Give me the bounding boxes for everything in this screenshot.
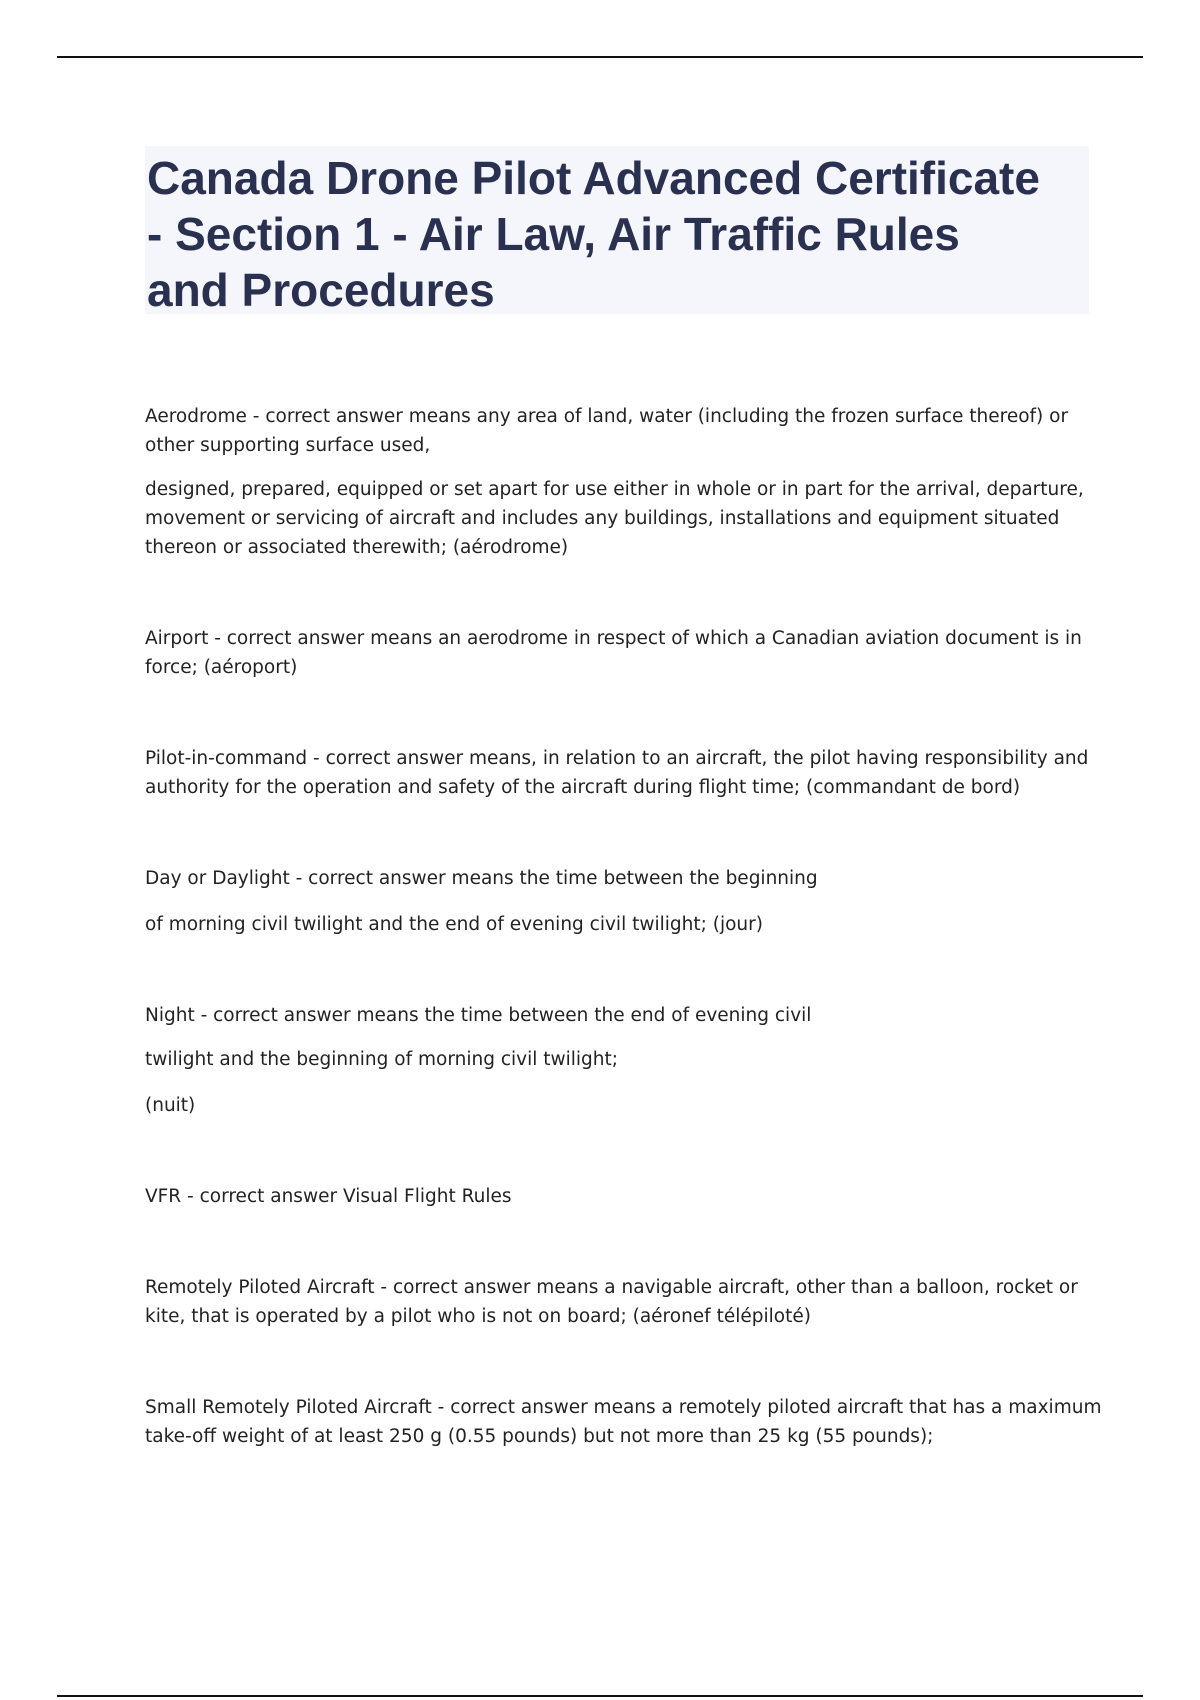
title-line: and Procedures: [147, 264, 495, 316]
entry-line: of morning civil twilight and the end of evening civil twilight; (jour): [145, 914, 763, 935]
entry-line: VFR - correct answer Visual Flight Rules: [145, 1186, 512, 1207]
entry-line: (nuit): [145, 1095, 196, 1116]
entry-aerodrome: [145, 402, 1085, 460]
entry-line: Night - correct answer means the time between the end of evening civil: [145, 1005, 812, 1026]
title-line: Canada Drone Pilot Advanced Certificate: [147, 152, 1040, 204]
entry-line: kite, that is operated by a pilot who is not on board; (aéronef télépiloté): [145, 1306, 811, 1327]
title-line: - Section 1 - Air Law, Air Traffic Rules: [147, 208, 960, 260]
entry-line: movement or servicing of aircraft and includes any buildings, installations and equipment situated: [145, 508, 1060, 529]
entry-line: Day or Daylight - correct answer means the time between the beginning: [145, 868, 818, 889]
entry-line: Airport - correct answer means an aerodrome in respect of which a Canadian aviation document is in: [145, 628, 1082, 649]
entry-airport: [145, 624, 1085, 682]
entry-line: Small Remotely Piloted Aircraft - correct answer means a remotely piloted aircraft that has a maximum: [145, 1397, 1102, 1418]
bottom-horizontal-rule: [57, 1695, 1143, 1697]
entry-night-continued-2: [145, 1091, 1085, 1120]
entry-aerodrome-continued: [145, 475, 1085, 562]
entry-remotely-piloted-aircraft: [145, 1273, 1085, 1331]
top-horizontal-rule: [57, 56, 1143, 58]
entry-line: other supporting surface used,: [145, 435, 431, 456]
entry-pilot-in-command: [145, 744, 1089, 802]
entry-night: [145, 1001, 1085, 1030]
entry-line: Pilot-in-command - correct answer means, in relation to an aircraft, the pilot having responsibility and: [145, 748, 1089, 769]
title-box: [145, 146, 1089, 314]
entry-line: take-off weight of at least 250 g (0.55 pounds) but not more than 25 kg (55 pounds);: [145, 1426, 934, 1447]
entry-night-continued: [145, 1045, 1085, 1074]
entry-line: authority for the operation and safety of the aircraft during flight time; (commandant de bord): [145, 777, 1021, 798]
entry-line: force; (aéroport): [145, 657, 298, 678]
entry-line: Remotely Piloted Aircraft - correct answer means a navigable aircraft, other than a balloon, rocket or: [145, 1277, 1078, 1298]
page-title: [147, 150, 1085, 318]
entry-line: twilight and the beginning of morning civil twilight;: [145, 1049, 619, 1070]
entry-line: designed, prepared, equipped or set apart for use either in whole or in part for the arrival, departure,: [145, 479, 1084, 500]
entry-small-remotely-piloted-aircraft: [145, 1393, 1102, 1451]
entry-line: thereon or associated therewith; (aérodrome): [145, 537, 569, 558]
entry-day-or-daylight: [145, 864, 1085, 893]
entry-line: Aerodrome - correct answer means any area of land, water (including the frozen surface thereof) or: [145, 406, 1069, 427]
entry-vfr: [145, 1182, 1085, 1211]
entry-day-or-daylight-continued: [145, 910, 1085, 939]
document-body: [145, 402, 1102, 1451]
